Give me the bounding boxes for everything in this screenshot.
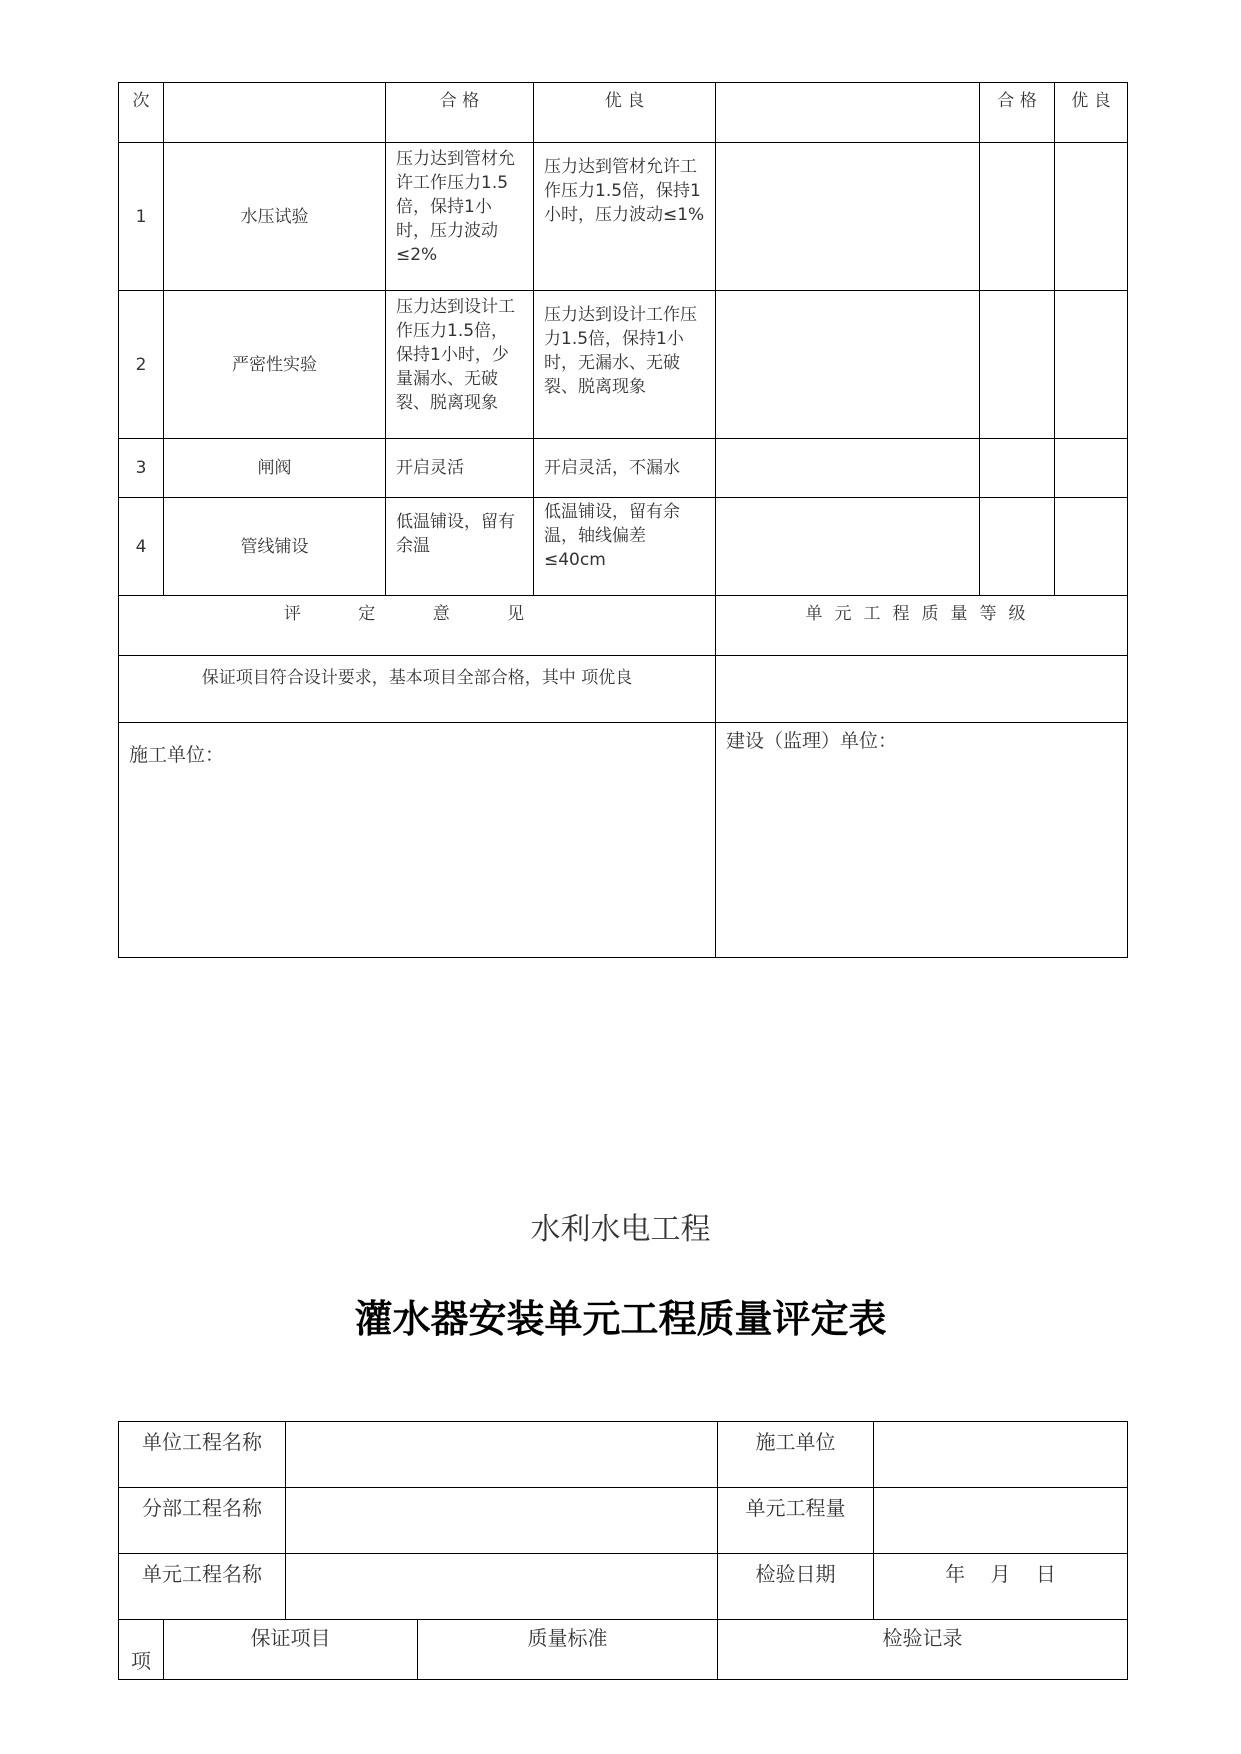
col-header-record <box>716 83 980 143</box>
col-header-good: 优 良 <box>534 83 716 143</box>
col-header-standard: 质量标准 <box>418 1620 718 1680</box>
sub-project-name-value <box>286 1488 718 1554</box>
row-number: 1 <box>119 143 164 291</box>
col-header-pass-mark: 合 格 <box>980 83 1055 143</box>
col-header-record: 检验记录 <box>718 1620 1128 1680</box>
row-pass-mark <box>980 143 1055 291</box>
element-project-name-label: 单元工程名称 <box>119 1554 286 1620</box>
row-number: 3 <box>119 439 164 498</box>
table-header-row <box>119 83 1128 143</box>
signature-row <box>119 723 1128 958</box>
row-good-standard: 低温铺设，留有余温，轴线偏差≤40cm <box>534 498 716 596</box>
row-pass-mark <box>980 291 1055 439</box>
col-header-no: 次 <box>119 83 164 143</box>
row-good-standard: 开启灵活，不漏水 <box>534 439 716 498</box>
table-row <box>119 498 1128 596</box>
row-number: 2 <box>119 291 164 439</box>
sub-project-name-label: 分部工程名称 <box>119 1488 286 1554</box>
row-pass-standard: 开启灵活 <box>386 439 534 498</box>
assessment-label: 评 定 意 见 <box>283 604 551 624</box>
row-good-standard: 压力达到管材允许工作压力1.5倍，保持1小时，压力波动≤1% <box>534 143 716 291</box>
row-record <box>716 498 980 596</box>
row-record <box>716 143 980 291</box>
assessment-row <box>119 656 1128 723</box>
col-header-good-mark: 优 良 <box>1055 83 1128 143</box>
inspection-date-value: 年 月 日 <box>874 1554 1128 1620</box>
row-record <box>716 291 980 439</box>
inspection-date-label: 检验日期 <box>718 1554 874 1620</box>
row-pass-mark <box>980 439 1055 498</box>
table-row <box>119 291 1128 439</box>
row-pass-mark <box>980 498 1055 596</box>
col-header-item: 项 <box>119 1620 164 1680</box>
element-quantity-label: 单元工程量 <box>718 1488 874 1554</box>
row-pass-standard: 低温铺设，留有余温 <box>386 498 534 596</box>
document-subtitle: 水利水电工程 <box>530 1212 711 1247</box>
row-pass-standard: 压力达到管材允许工作压力1.5倍，保持1小时，压力波动≤2% <box>386 143 534 291</box>
info-row <box>119 1488 1128 1554</box>
row-item: 管线铺设 <box>164 498 386 596</box>
col-header-pass: 合 格 <box>386 83 534 143</box>
grade-value <box>716 656 1128 723</box>
info-row <box>119 1554 1128 1620</box>
row-item: 严密性实验 <box>164 291 386 439</box>
row-pass-standard: 压力达到设计工作压力1.5倍，保持1小时，少量漏水、无破裂、脱离现象 <box>386 291 534 439</box>
assessment-text: 保证项目符合设计要求，基本项目全部合格，其中 项优良 <box>119 656 716 723</box>
row-item: 闸阀 <box>164 439 386 498</box>
assessment-header-row <box>119 596 1128 656</box>
row-good-mark <box>1055 143 1128 291</box>
project-info-table <box>118 1421 1128 1680</box>
supervision-unit-label: 建设（监理）单位： <box>716 723 1128 958</box>
element-project-name-value <box>286 1554 718 1620</box>
row-good-mark <box>1055 291 1128 439</box>
unit-project-name-label: 单位工程名称 <box>119 1422 286 1488</box>
table-row <box>119 143 1128 291</box>
row-record <box>716 439 980 498</box>
info-row <box>119 1422 1128 1488</box>
quality-criteria-table <box>118 82 1128 958</box>
row-good-mark <box>1055 439 1128 498</box>
row-item: 水压试验 <box>164 143 386 291</box>
document-title: 灌水器安装单元工程质量评定表 <box>354 1296 887 1341</box>
col-header-item <box>164 83 386 143</box>
unit-project-name-value <box>286 1422 718 1488</box>
row-good-standard: 压力达到设计工作压力1.5倍，保持1小时，无漏水、无破裂、脱离现象 <box>534 291 716 439</box>
element-quantity-value <box>874 1488 1128 1554</box>
table-row <box>119 439 1128 498</box>
grade-label: 单元工程质量等级 <box>805 604 1038 624</box>
col-header-guarantee: 保证项目 <box>164 1620 418 1680</box>
construction-unit-label: 施工单位 <box>718 1422 874 1488</box>
row-good-mark <box>1055 498 1128 596</box>
row-number: 4 <box>119 498 164 596</box>
construction-unit-label: 施工单位： <box>119 723 716 958</box>
construction-unit-value <box>874 1422 1128 1488</box>
item-header-row <box>119 1620 1128 1680</box>
